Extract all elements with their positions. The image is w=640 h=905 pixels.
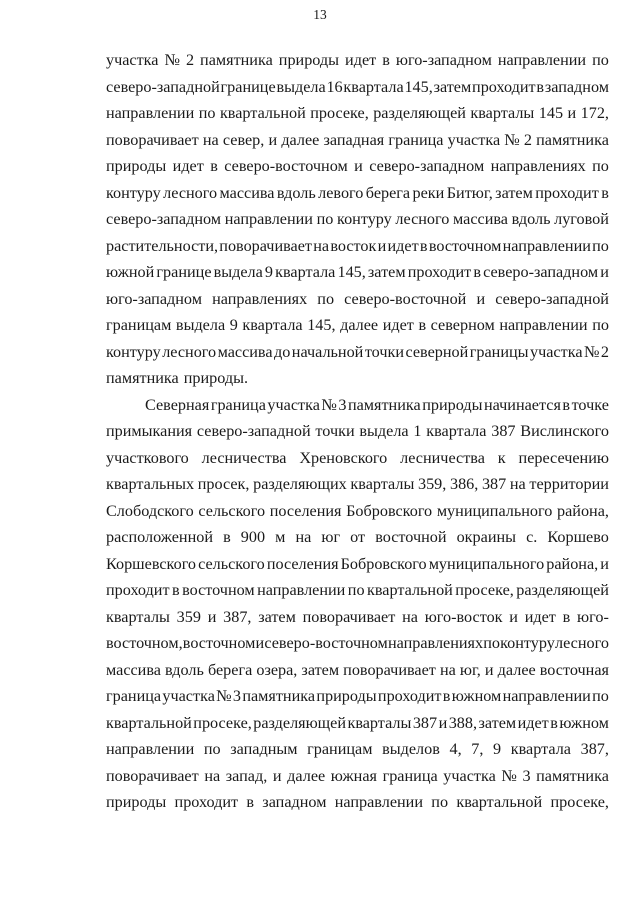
word: в xyxy=(473,263,481,281)
word: растительности, xyxy=(106,236,219,255)
word: в xyxy=(601,183,609,202)
word: и xyxy=(377,236,387,255)
word: 16 xyxy=(326,77,343,96)
word: природы xyxy=(422,395,483,414)
word: лесного xyxy=(162,342,217,361)
word: начальной xyxy=(291,342,364,361)
word: природы xyxy=(106,793,167,811)
word: разделяющей xyxy=(373,104,466,122)
word: северо-западном xyxy=(483,263,599,281)
word: западном xyxy=(262,793,327,811)
word: реки xyxy=(412,183,445,202)
text-line xyxy=(106,127,609,154)
word: Коршево xyxy=(547,528,609,546)
text-line xyxy=(106,710,609,737)
word: контуру xyxy=(106,183,161,202)
word: по xyxy=(592,236,609,255)
word: юго- xyxy=(577,607,609,626)
word: разделяющей xyxy=(516,581,609,599)
word: просеке, xyxy=(310,104,369,122)
word: по xyxy=(592,687,609,705)
word: и xyxy=(268,130,278,149)
text-line xyxy=(106,365,609,392)
word: участка xyxy=(267,395,320,414)
text-line xyxy=(106,498,609,525)
word: далее xyxy=(281,130,320,149)
word: граница xyxy=(210,395,266,414)
word: Битюг, xyxy=(446,183,493,202)
paragraph xyxy=(106,392,609,816)
word: по xyxy=(347,581,365,599)
word: берега xyxy=(207,660,253,679)
word: вдоль xyxy=(165,660,204,679)
word: поселения xyxy=(266,554,339,573)
word: направлениях xyxy=(387,634,484,652)
word: природы xyxy=(106,157,167,175)
word: Коршевского xyxy=(106,554,197,573)
text-line xyxy=(106,259,609,286)
word: границе xyxy=(220,77,276,96)
word: северо-западной xyxy=(495,289,609,308)
word: окраины xyxy=(456,528,517,546)
word: направлении xyxy=(334,793,423,811)
word: 9 xyxy=(493,740,502,758)
word: восточном, xyxy=(106,634,183,652)
word: юго-западном xyxy=(395,51,492,69)
word: квартала xyxy=(343,77,404,96)
word: Хреновского xyxy=(299,448,388,467)
word: просеке, xyxy=(455,581,514,599)
word: участка xyxy=(443,766,496,785)
word: выделов xyxy=(382,740,440,758)
word: природы. xyxy=(183,369,249,387)
word: 387 xyxy=(412,713,438,732)
word: на xyxy=(202,130,219,149)
word: по xyxy=(483,634,500,652)
word: в xyxy=(562,395,571,414)
word: направлении xyxy=(106,740,195,758)
word: контуру xyxy=(500,634,555,652)
word: массива xyxy=(106,660,161,679)
word: по xyxy=(317,289,335,308)
word: 900 xyxy=(240,528,266,546)
word: поворачивает xyxy=(219,236,312,255)
word: 4, xyxy=(449,740,462,758)
word: и xyxy=(509,607,518,626)
text-line xyxy=(106,286,609,313)
word: с. xyxy=(526,528,538,546)
word: далее xyxy=(287,766,326,785)
word: северо-западной xyxy=(106,77,220,96)
word: в xyxy=(171,581,180,599)
word: квартала xyxy=(510,740,571,758)
word: 387, xyxy=(580,740,609,758)
word: кварталы xyxy=(470,104,535,122)
word: южная xyxy=(330,766,377,785)
word: луговой xyxy=(554,210,609,228)
word: граница xyxy=(106,687,162,705)
text-line xyxy=(106,312,609,339)
word: 7, xyxy=(471,740,484,758)
word: 3 xyxy=(338,395,347,414)
text-line xyxy=(106,153,609,180)
word: граница xyxy=(382,766,438,785)
text-line xyxy=(106,471,609,498)
word: м xyxy=(275,528,286,546)
word: квартала xyxy=(426,422,487,440)
word: северо-восточном xyxy=(264,634,388,652)
word: берега xyxy=(365,183,411,202)
word: в xyxy=(382,51,390,69)
word: памятника xyxy=(347,395,421,414)
word: 145, xyxy=(404,77,433,96)
word: затем xyxy=(301,660,340,679)
word: западном xyxy=(544,77,609,96)
word: северо-западной xyxy=(196,422,311,440)
paragraph xyxy=(106,47,609,392)
word: направлении xyxy=(106,104,195,122)
word: по xyxy=(203,740,221,758)
word: поселения xyxy=(269,501,342,520)
word: направлении xyxy=(502,687,591,705)
word: 1 xyxy=(413,422,422,440)
word: на xyxy=(204,766,221,785)
word: далее xyxy=(340,316,379,334)
word: юго-восток xyxy=(424,607,503,626)
word: пересечению xyxy=(518,448,609,467)
word: поворачивает xyxy=(343,660,436,679)
text-line xyxy=(106,418,609,445)
word: восточном xyxy=(428,236,502,255)
word: направлении xyxy=(224,210,313,228)
word: проходит xyxy=(407,263,472,281)
word: квартала xyxy=(275,263,336,281)
text-line xyxy=(106,180,609,207)
word: расположенной xyxy=(106,528,214,546)
word: юг xyxy=(321,528,341,546)
word: на xyxy=(402,607,418,626)
word: идет xyxy=(517,713,549,732)
word: проходит xyxy=(472,77,536,96)
word: восточном xyxy=(182,634,256,652)
word: и xyxy=(255,634,265,652)
word: № xyxy=(216,687,232,705)
word: муниципального xyxy=(428,554,545,573)
document-body xyxy=(106,47,609,816)
word: 3 xyxy=(232,687,242,705)
word: по xyxy=(592,51,609,69)
word: кварталы xyxy=(350,475,415,493)
word: и xyxy=(567,104,577,122)
text-line xyxy=(106,657,609,684)
word: поворачивает xyxy=(302,607,396,626)
word: границы xyxy=(469,342,529,361)
word: идет xyxy=(524,607,556,626)
word: 359, xyxy=(417,475,447,493)
word: 3 xyxy=(522,766,531,785)
word: северо-восточном xyxy=(224,157,348,175)
word: просеке, xyxy=(550,793,609,811)
text-line xyxy=(106,445,609,472)
word: разделяющих xyxy=(253,475,347,493)
word: идет xyxy=(345,51,377,69)
word: затем xyxy=(433,77,472,96)
text-line xyxy=(106,789,609,816)
word: № xyxy=(501,766,517,785)
word: в xyxy=(223,528,231,546)
word: в xyxy=(442,687,451,705)
word: 145, xyxy=(337,263,366,281)
word: 386, xyxy=(449,475,479,493)
word: 2 xyxy=(185,51,195,69)
word: далее xyxy=(497,660,536,679)
word: массива xyxy=(219,183,275,202)
word: север, xyxy=(222,130,265,149)
word: природы xyxy=(278,51,340,69)
word: участка xyxy=(530,342,583,361)
word: к xyxy=(497,448,506,467)
word: квартальной xyxy=(456,793,543,811)
word: массива xyxy=(217,342,273,361)
word: № xyxy=(164,51,180,69)
word: Вислинского xyxy=(520,422,609,440)
word: выдела xyxy=(213,263,263,281)
word: 145, xyxy=(307,316,336,334)
word: муниципального xyxy=(436,501,553,520)
word: вдоль xyxy=(276,183,316,202)
word: начинается xyxy=(483,395,561,414)
word: направлении xyxy=(499,316,588,334)
word: 387, xyxy=(223,607,252,626)
word: выдела xyxy=(175,316,226,334)
text-line xyxy=(106,736,609,763)
word: и xyxy=(600,263,609,281)
word: по xyxy=(592,157,609,175)
word: на xyxy=(295,528,312,546)
word: северном xyxy=(430,316,495,334)
word: № xyxy=(321,395,337,414)
word: в xyxy=(246,793,255,811)
word: квартальных xyxy=(106,475,195,493)
word: в xyxy=(550,713,558,732)
word: памятника xyxy=(106,369,179,387)
word: просеке, xyxy=(193,713,252,732)
word: разделяющей xyxy=(253,713,346,732)
word: квартальной xyxy=(219,104,306,122)
word: направлении xyxy=(257,581,346,599)
word: восточная xyxy=(539,660,609,679)
word: южной xyxy=(106,263,155,281)
word: 2 xyxy=(523,130,532,149)
text-line xyxy=(106,630,609,657)
word: восточном xyxy=(182,581,255,599)
word: выдела xyxy=(276,77,326,96)
word: участка xyxy=(447,130,501,149)
word: по xyxy=(198,104,216,122)
text-line xyxy=(106,74,609,101)
word: памятника xyxy=(242,687,316,705)
word: до xyxy=(274,342,291,361)
word: 9 xyxy=(229,316,238,334)
word: юго-западном xyxy=(106,289,202,308)
word: памятника xyxy=(200,51,273,69)
text-line xyxy=(106,339,609,366)
word: границам xyxy=(307,740,373,758)
word: Бобровского xyxy=(340,554,427,573)
word: юг, xyxy=(459,660,481,679)
word: 9 xyxy=(264,263,274,281)
word: направлениях xyxy=(490,157,586,175)
word: № xyxy=(504,130,520,149)
word: и xyxy=(438,713,448,732)
word: 2 xyxy=(600,342,609,361)
text-line xyxy=(106,233,609,260)
text-line xyxy=(106,47,609,74)
word: по xyxy=(592,316,609,334)
word: и xyxy=(484,660,494,679)
word: природы xyxy=(316,687,377,705)
word: поворачивает xyxy=(106,766,199,785)
word: 387 xyxy=(491,422,516,440)
word: участкового xyxy=(106,448,189,467)
word: Северная xyxy=(145,395,210,414)
word: лесничества xyxy=(400,448,485,467)
word: проходит xyxy=(174,793,239,811)
word: на xyxy=(439,660,456,679)
word: на xyxy=(313,236,330,255)
word: сельского xyxy=(198,501,266,520)
word: границам xyxy=(106,316,172,334)
word: от xyxy=(350,528,366,546)
word: просек, xyxy=(197,475,250,493)
text-line xyxy=(106,100,609,127)
word: и xyxy=(600,554,609,573)
word: идет xyxy=(382,316,414,334)
word: точке xyxy=(571,395,609,414)
text-line xyxy=(106,524,609,551)
word: кварталы xyxy=(106,607,170,626)
word: граница xyxy=(388,130,444,149)
text-line xyxy=(106,683,609,710)
word: территории xyxy=(529,475,609,493)
word: точки xyxy=(315,422,355,440)
word: озера, xyxy=(256,660,298,679)
word: затем xyxy=(495,183,533,202)
text-line xyxy=(106,763,609,790)
text-line xyxy=(106,604,609,631)
word: точки xyxy=(364,342,405,361)
word: затем xyxy=(258,607,296,626)
word: лесного xyxy=(395,210,450,228)
word: и xyxy=(476,289,486,308)
word: района, xyxy=(546,554,599,573)
word: северной xyxy=(405,342,469,361)
word: памятника xyxy=(536,130,609,149)
word: массива xyxy=(453,210,508,228)
word: в xyxy=(418,316,427,334)
word: по xyxy=(431,793,449,811)
word: южном xyxy=(451,687,502,705)
word: № xyxy=(583,342,600,361)
word: восток xyxy=(330,236,377,255)
word: выдела xyxy=(359,422,409,440)
word: запад, xyxy=(225,766,268,785)
word: по xyxy=(316,210,334,228)
word: 172, xyxy=(580,104,609,122)
word: 388, xyxy=(448,713,478,732)
word: вдоль xyxy=(511,210,551,228)
word: в xyxy=(536,77,545,96)
word: участка xyxy=(162,687,215,705)
word: и xyxy=(207,607,217,626)
word: кварталы xyxy=(347,713,412,732)
word: 387 xyxy=(481,475,507,493)
text-line xyxy=(106,206,609,233)
word: левого xyxy=(318,183,364,202)
word: контуру xyxy=(337,210,392,228)
word: 359 xyxy=(176,607,201,626)
word: на xyxy=(509,475,526,493)
word: и xyxy=(272,766,282,785)
text-line xyxy=(106,392,609,419)
text-line xyxy=(106,577,609,604)
word: и xyxy=(354,157,363,175)
word: северо-западном xyxy=(369,157,485,175)
word: южном xyxy=(559,713,609,732)
word: 145 xyxy=(538,104,564,122)
word: северо-восточной xyxy=(344,289,467,308)
word: участка xyxy=(106,51,159,69)
word: контуру xyxy=(106,342,161,361)
word: в xyxy=(562,607,571,626)
word: западным xyxy=(230,740,298,758)
word: памятника xyxy=(536,766,609,785)
word: затем xyxy=(478,713,517,732)
word: в xyxy=(210,157,218,175)
word: направлении xyxy=(502,236,591,255)
word: проходит xyxy=(535,183,599,202)
word: западная xyxy=(323,130,385,149)
word: района, xyxy=(557,501,609,520)
word: границе xyxy=(156,263,212,281)
word: лесного xyxy=(163,183,218,202)
word: проходит xyxy=(106,581,170,599)
word: северо-западном xyxy=(106,210,222,228)
word: направлении xyxy=(497,51,587,69)
text-line xyxy=(106,551,609,578)
word: восточной xyxy=(375,528,447,546)
word: направлениях xyxy=(212,289,308,308)
word: квартальной xyxy=(367,581,453,599)
word: квартальной xyxy=(106,713,192,732)
word: лесничества xyxy=(201,448,287,467)
word: примыкания xyxy=(106,422,193,440)
word: квартала xyxy=(242,316,303,334)
word: поворачивает xyxy=(106,130,199,149)
word: идет xyxy=(387,236,419,255)
word: сельского xyxy=(198,554,265,573)
word: затем xyxy=(367,263,406,281)
word: Слободского xyxy=(106,501,194,520)
word: Бобровского xyxy=(346,501,433,520)
word: идет xyxy=(172,157,204,175)
word: проходит xyxy=(377,687,442,705)
page-number: 13 xyxy=(313,7,327,22)
word: лесного xyxy=(555,634,609,652)
word: в xyxy=(419,236,428,255)
